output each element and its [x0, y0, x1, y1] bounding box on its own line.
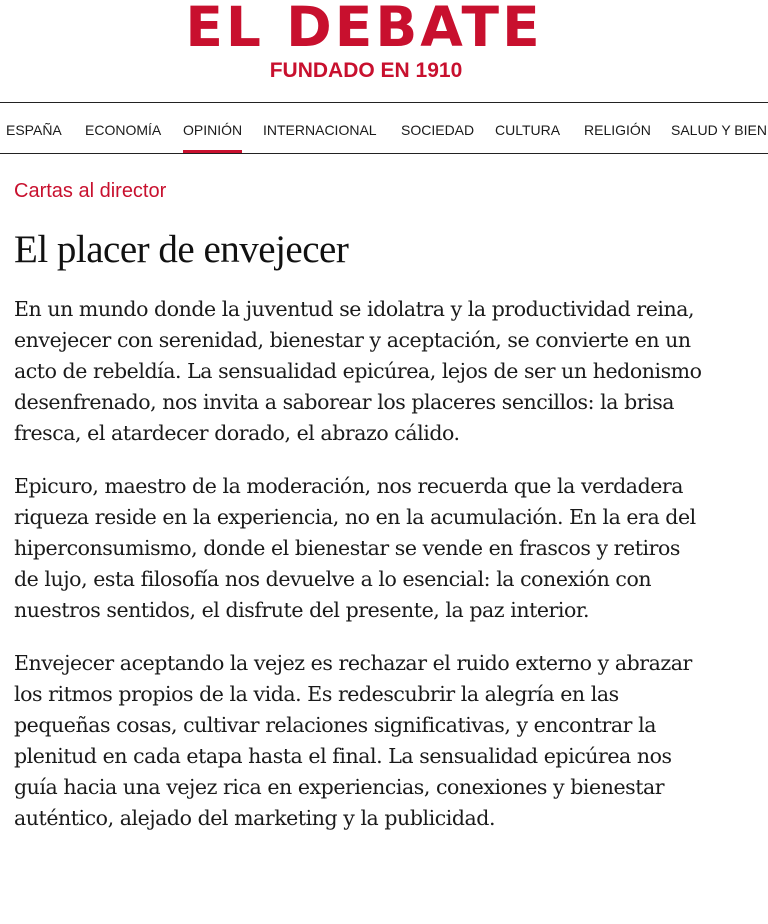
nav-item-sociedad[interactable]: SOCIEDAD [401, 122, 475, 138]
nav-item-salud-y-bienestar[interactable]: SALUD Y BIEN [671, 122, 767, 138]
site-logo[interactable]: EL DEBATE [185, 0, 543, 59]
masthead [0, 0, 768, 100]
article-paragraph: Epicuro, maestro de la moderación, nos recuerda que la verdadera riqueza reside en la experiencia, no en la acumulación. En la era del hiperconsumismo, donde el bienestar se vende en frascos y retiros de lujo, esta filosofía nos devuelve a lo esencial: la conexión con nuestros sentidos, el disfrute del presente, la paz interior. [14, 474, 696, 622]
article-paragraph: En un mundo donde la juventud se idolatra y la productividad reina, envejecer con serenidad, bienestar y aceptación, se convierte en un acto de rebeldía. La sensualidad epicúrea, lejos de ser un hedonismo desenfrenado, nos invita a saborear los placeres sencillos: la brisa fresca, el atardecer dorado, el abrazo cálido. [14, 297, 702, 445]
nav-item-cultura[interactable]: CULTURA [495, 122, 561, 138]
nav-item-internacional[interactable]: INTERNACIONAL [263, 122, 377, 138]
section-label[interactable]: Cartas al director [14, 180, 167, 202]
article-title: El placer de envejecer [14, 228, 349, 271]
article-paragraph: Envejecer aceptando la vejez es rechazar el ruido externo y abrazar los ritmos propios de la vida. Es redescubrir la alegría en las pequeñas cosas, cultivar relaciones significativas, y encontrar la plenitud en cada etapa hasta el final. La sensualidad epicúrea nos guía hacia una vejez rica en experiencias, conexiones y bienestar auténtico, alejado del marketing y la publicidad. [14, 651, 692, 830]
article-body [14, 294, 704, 856]
nav-item-espana[interactable]: ESPAÑA [6, 122, 62, 138]
nav-item-opinion[interactable]: OPINIÓN [183, 103, 242, 153]
nav-item-economia[interactable]: ECONOMÍA [85, 122, 162, 138]
site-tagline: FUNDADO EN 1910 [269, 59, 463, 82]
main-navigation [0, 102, 768, 154]
nav-item-religion[interactable]: RELIGIÓN [584, 122, 651, 138]
